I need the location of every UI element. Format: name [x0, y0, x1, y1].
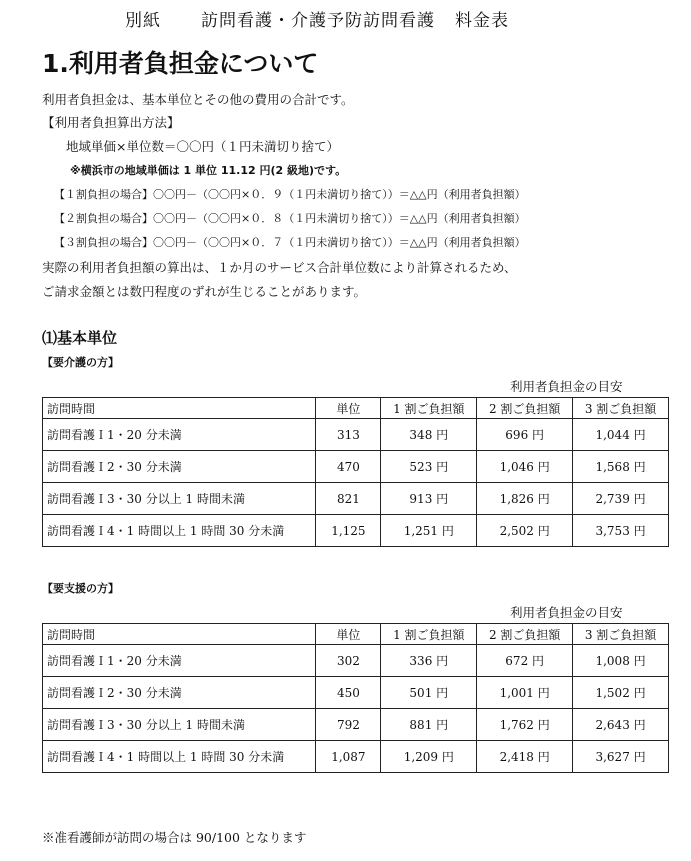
table-cell: 672 円 [477, 645, 573, 677]
support-fee-table-body [43, 624, 669, 773]
table-cell: 1,826 円 [477, 483, 573, 515]
table-cell: 3,753 円 [573, 515, 669, 547]
table-cell: 821 [316, 483, 381, 515]
formula-text: 地域単価×単位数＝〇〇円（１円未満切り捨て） [66, 139, 339, 154]
table-row [43, 677, 669, 709]
table-cell: 881 円 [381, 709, 477, 741]
table-cell: 450 [316, 677, 381, 709]
calc-method-label: 【利用者負担算出方法】 [42, 115, 180, 130]
column-header: 2 割ご負担額 [477, 624, 573, 645]
intro-text: 利用者負担金は、基本単位とその他の費用の合計です。 [42, 92, 354, 107]
rate-2-formula: 【２割負担の場合】〇〇円－（〇〇円×０．８（１円未満切り捨て））＝△△円（利用者負担額） [54, 212, 526, 225]
table-cell: 1,762 円 [477, 709, 573, 741]
page-header [125, 6, 509, 31]
table-cell: 470 [316, 451, 381, 483]
yokohama-note: ※横浜市の地域単価は 1 単位 11.12 円(2 級地)です。 [70, 164, 347, 177]
header-label-fee: 料金表 [455, 11, 509, 31]
care-fee-table-body [43, 398, 669, 547]
table-row [43, 515, 669, 547]
column-header: 訪問時間 [43, 624, 316, 645]
table-row [43, 451, 669, 483]
rate-3-formula: 【３割負担の場合】〇〇円－（〇〇円×０．７（１円未満切り捨て））＝△△円（利用者負担額） [54, 236, 526, 249]
table-cell: 913 円 [381, 483, 477, 515]
table-cell: 1,001 円 [477, 677, 573, 709]
care-caption: 利用者負担金の目安 [510, 379, 623, 394]
basic-units-title: ⑴基本単位 [42, 329, 118, 347]
column-header: 2 割ご負担額 [477, 398, 573, 419]
footer-note: ※准看護師が訪問の場合は 90/100 となります [42, 830, 307, 845]
table-cell: 523 円 [381, 451, 477, 483]
header-label-service: 訪問看護・介護予防訪問看護 [201, 11, 435, 31]
care-fee-table [42, 397, 669, 547]
table-cell: 313 [316, 419, 381, 451]
table-cell: 696 円 [477, 419, 573, 451]
table-cell: 501 円 [381, 677, 477, 709]
table-cell: 1,046 円 [477, 451, 573, 483]
column-header: 3 割ご負担額 [573, 398, 669, 419]
table-cell: 訪問看護Ｉ2・30 分未満 [43, 451, 316, 483]
table-cell: 348 円 [381, 419, 477, 451]
table-cell: 2,502 円 [477, 515, 573, 547]
table-cell: 1,209 円 [381, 741, 477, 773]
table-header-row [43, 398, 669, 419]
support-label: 【要支援の方】 [42, 582, 119, 595]
table-cell: 訪問看護Ｉ1・20 分未満 [43, 419, 316, 451]
table-cell: 訪問看護Ｉ1・20 分未満 [43, 645, 316, 677]
table-cell: 訪問看護Ｉ3・30 分以上 1 時間未満 [43, 483, 316, 515]
table-cell: 1,087 [316, 741, 381, 773]
support-caption: 利用者負担金の目安 [510, 605, 623, 620]
table-header-row [43, 624, 669, 645]
table-cell: 302 [316, 645, 381, 677]
table-cell: 336 円 [381, 645, 477, 677]
table-cell: 1,251 円 [381, 515, 477, 547]
table-row [43, 709, 669, 741]
care-label: 【要介護の方】 [42, 356, 119, 369]
column-header: 1 割ご負担額 [381, 398, 477, 419]
table-cell: 訪問看護Ｉ2・30 分未満 [43, 677, 316, 709]
rate-1-formula: 【１割負担の場合】〇〇円－（〇〇円×０．９（１円未満切り捨て））＝△△円（利用者負担額） [54, 188, 526, 201]
table-row [43, 645, 669, 677]
table-cell: 1,502 円 [573, 677, 669, 709]
table-cell: 1,568 円 [573, 451, 669, 483]
column-header: 3 割ご負担額 [573, 624, 669, 645]
table-cell: 訪問看護Ｉ4・1 時間以上 1 時間 30 分未満 [43, 741, 316, 773]
column-header: 1 割ご負担額 [381, 624, 477, 645]
table-cell: 792 [316, 709, 381, 741]
calc-note-line1: 実際の利用者負担額の算出は、１か月のサービス合計単位数により計算されるため、 [42, 260, 517, 275]
calc-note-line2: ご請求金額とは数円程度のずれが生じることがあります。 [42, 284, 367, 299]
table-cell: 訪問看護Ｉ4・1 時間以上 1 時間 30 分未満 [43, 515, 316, 547]
table-row [43, 483, 669, 515]
table-cell: 3,627 円 [573, 741, 669, 773]
table-cell: 1,008 円 [573, 645, 669, 677]
table-cell: 訪問看護Ｉ3・30 分以上 1 時間未満 [43, 709, 316, 741]
column-header: 訪問時間 [43, 398, 316, 419]
table-cell: 2,739 円 [573, 483, 669, 515]
table-row [43, 741, 669, 773]
column-header: 単位 [316, 398, 381, 419]
support-fee-table [42, 623, 669, 773]
table-cell: 2,643 円 [573, 709, 669, 741]
table-cell: 1,125 [316, 515, 381, 547]
column-header: 単位 [316, 624, 381, 645]
table-cell: 1,044 円 [573, 419, 669, 451]
section-title: 1.利用者負担金について [42, 49, 319, 78]
table-row [43, 419, 669, 451]
header-label-appendix: 別紙 [125, 11, 161, 31]
table-cell: 2,418 円 [477, 741, 573, 773]
